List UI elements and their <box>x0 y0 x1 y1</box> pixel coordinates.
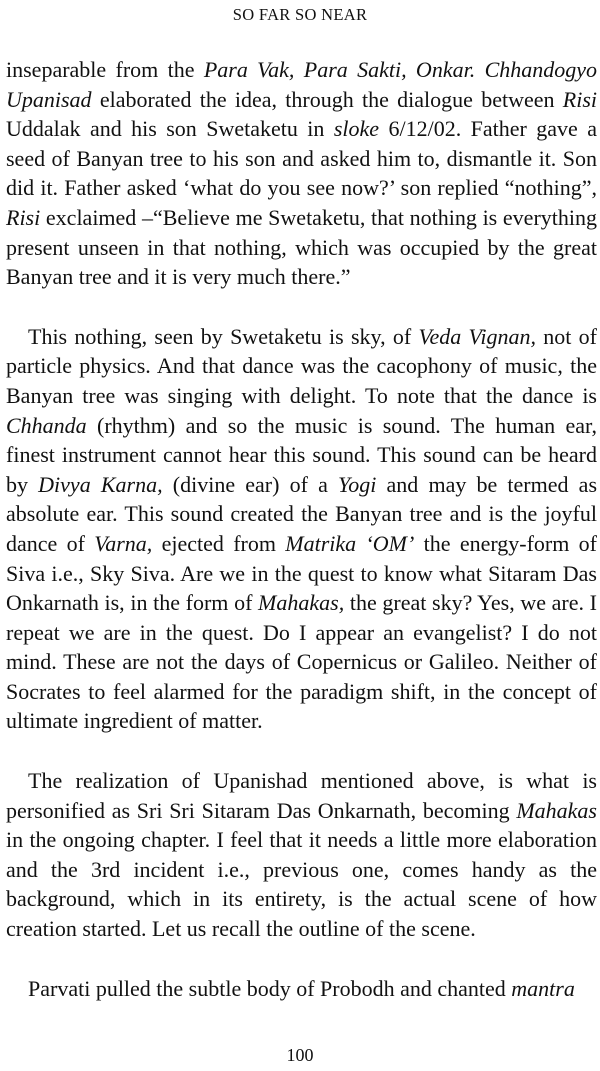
paragraph <box>6 974 597 1004</box>
text-run: (rhythm) and so the music is sound. The human ear, finest instrument cannot hear this sound. This sound can be heard by <box>6 412 597 497</box>
text-run: not of particle physics. And that dance was the cacophony of music, the Banyan tree was singing with delight. To note that the dance is <box>6 323 597 408</box>
running-header: SO FAR SO NEAR <box>232 5 368 24</box>
italic-term: Yogi <box>338 471 377 497</box>
text-run: elaborated the idea, through the dialogue between <box>91 86 563 112</box>
text-run: (divine ear) of a <box>162 471 339 497</box>
body-text <box>6 55 597 1003</box>
text-run: the energy-form of Siva i.e., Sky Siva. Are we in the quest to know what Sitaram Das Onkarnath is, in the form of <box>6 530 597 616</box>
text-run <box>475 57 484 82</box>
text-run: The realization of Upanishad mentioned above, is what is personified as Sri Sri Sitaram Das Onkarnath, becoming <box>6 768 597 823</box>
text-run: inseparable from the <box>6 57 204 82</box>
italic-term: Risi <box>562 86 597 112</box>
page-number: 100 <box>286 1045 314 1065</box>
text-run: 6/12/02. Father gave a seed of Banyan tree to his son and asked him to, dismantle it. Son did it. Father asked ‘what do you see now?’ son replied “nothing”, <box>6 116 597 201</box>
italic-term: Matrika ‘OM’ <box>285 530 415 556</box>
italic-term: mantra <box>511 975 575 1001</box>
italic-term: Veda Vignan, <box>418 323 536 349</box>
text-run: in the ongoing chapter. I feel that it needs a little more elaboration and the 3rd incident i.e., previous one, comes handy as the background, which in its entirety, is the actual scene of how creation started. Let us recall the outline of the scene. <box>6 827 597 942</box>
italic-term: Risi <box>6 204 41 230</box>
italic-term: Chhanda <box>6 412 87 438</box>
text-run: the great sky? Yes, we are. I repeat we are in the quest. Do I appear an evangelist? I do not mind. These are not the days of Copernicus or Galileo. Neither of Socrates to feel alarmed for the paradigm shift, in the concept of ultimate ingredient of matter. <box>6 590 597 734</box>
italic-term: Mahakas, <box>258 590 345 616</box>
italic-term: Para Vak, Para Sakti, Onkar. <box>203 57 476 82</box>
text-run: ejected from <box>152 530 286 556</box>
paragraph <box>6 322 597 736</box>
italic-term: Chhandogyo Upanisad <box>6 57 598 112</box>
text-run: Parvati pulled the subtle body of Probodh and chanted <box>28 975 512 1001</box>
paragraph <box>6 55 597 292</box>
italic-term: Varna, <box>94 530 153 556</box>
text-run: exclaimed –“Believe me Swetaketu, that nothing is everything present unseen in that nothing, which was occupied by the great Banyan tree and it is very much there.” <box>6 204 597 290</box>
text-run: and may be termed as absolute ear. This sound created the Banyan tree and is the joyful dance of <box>6 471 598 556</box>
text-run: This nothing, seen by Swetaketu is sky, of <box>28 323 419 349</box>
paragraph <box>6 766 597 944</box>
italic-term: sloke <box>333 116 380 142</box>
italic-term: Mahakas <box>516 797 597 823</box>
italic-term: Divya Karna, <box>38 471 163 497</box>
text-run: Uddalak and his son Swetaketu in <box>6 116 334 142</box>
